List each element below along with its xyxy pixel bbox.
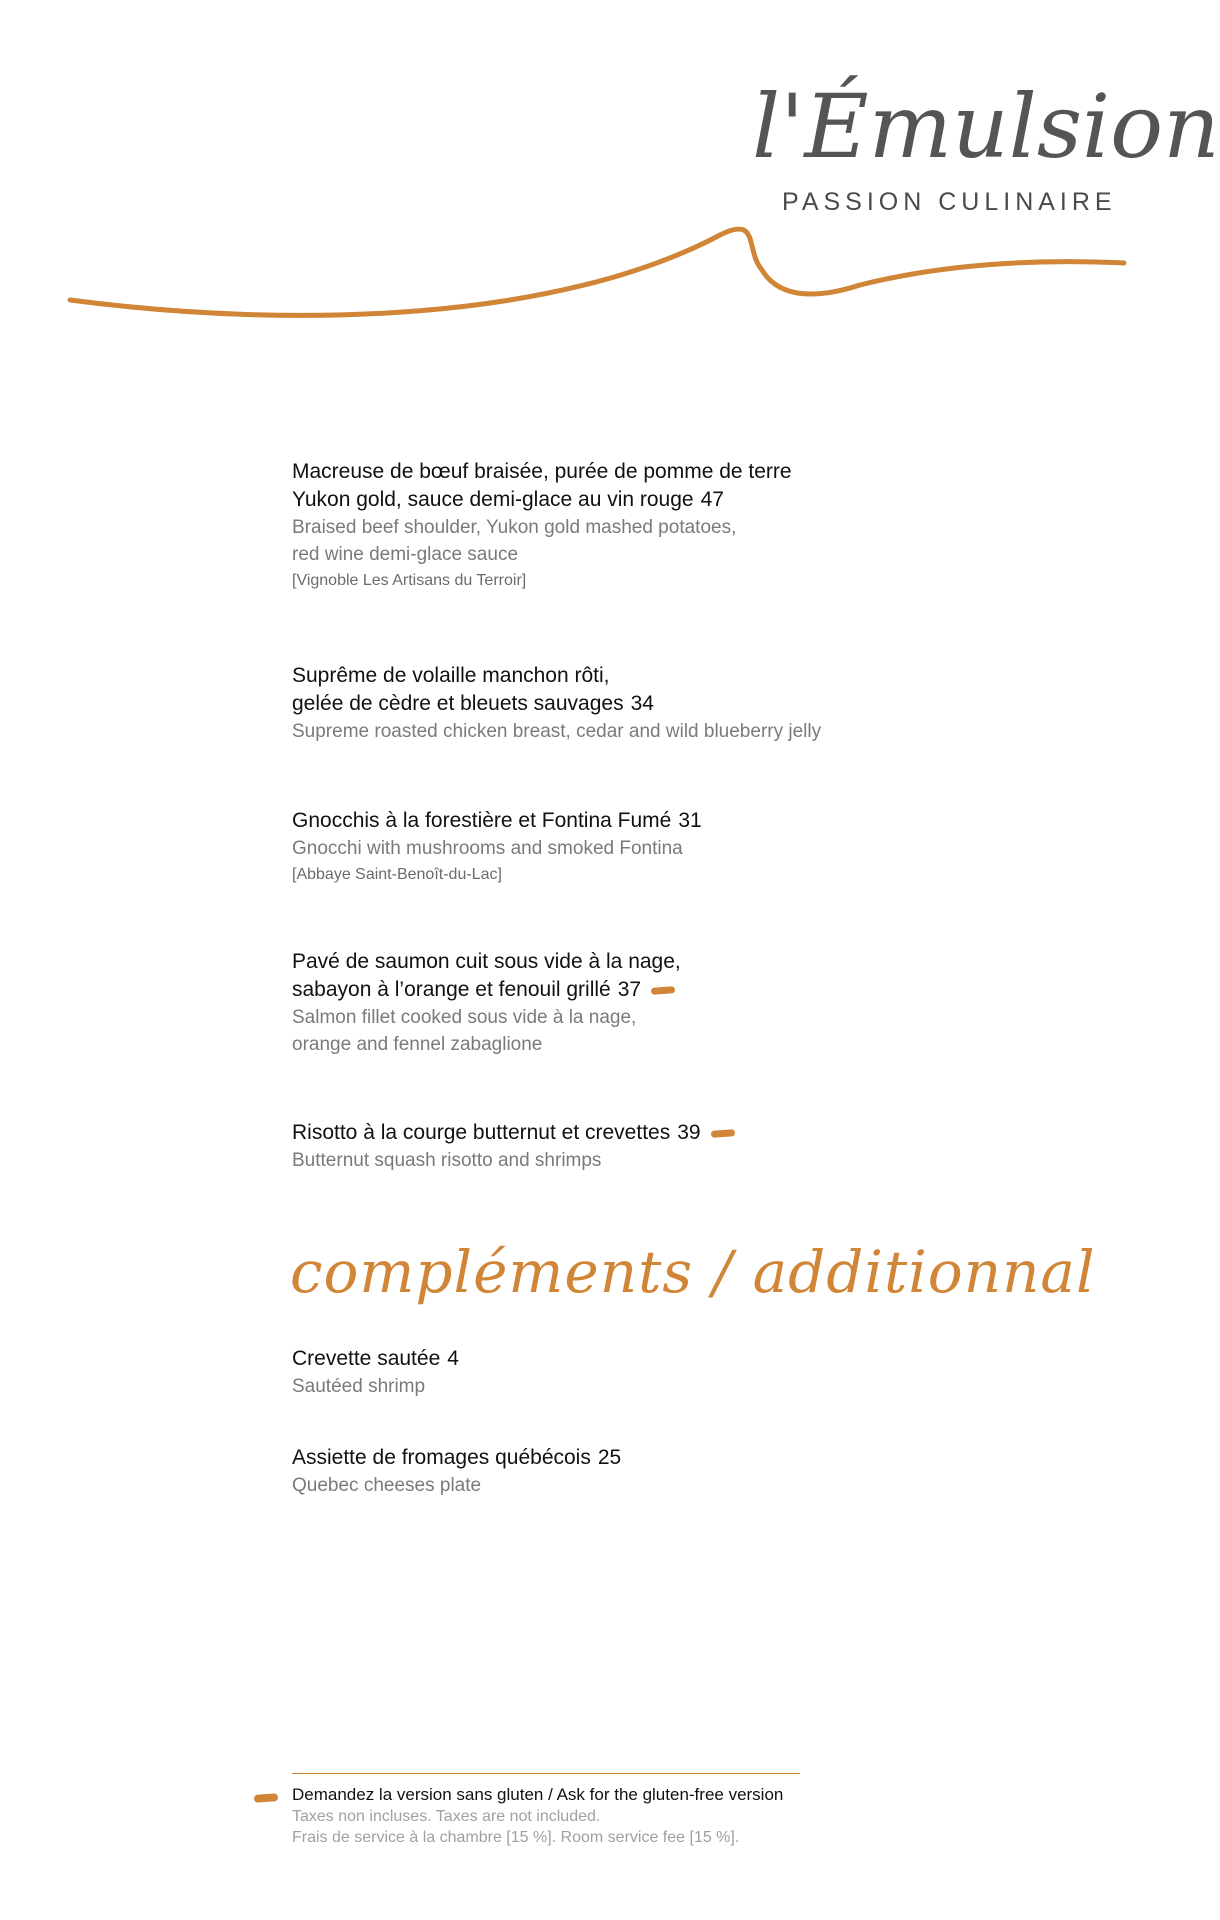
dish-name-en: [292, 514, 1112, 568]
dish-name-line: gelée de cèdre et bleuets sauvages 34: [292, 692, 654, 715]
dish-name-line: sabayon à l’orange et fenouil grillé 37: [292, 976, 1112, 1004]
taxes-note: Taxes non incluses. Taxes are not included.: [292, 1808, 601, 1825]
menu-item: [292, 458, 1112, 593]
dish-name-line: Yukon gold, sauce demi-glace au vin rouge 47: [292, 488, 724, 511]
menu-item: [292, 662, 1112, 745]
gluten-free-note: Demandez la version sans gluten / Ask for the gluten-free version: [292, 1785, 784, 1804]
producer-credit: [Vignoble Les Artisans du Terroir]: [292, 572, 527, 589]
dish-name-fr: [292, 458, 1112, 514]
dish-name-en: [292, 1147, 1112, 1174]
dish-description-line: orange and fennel zabaglione: [292, 1034, 543, 1055]
dish-name-line: Suprême de volaille manchon rôti,: [292, 664, 610, 687]
dish-description-line: red wine demi-glace sauce: [292, 544, 519, 565]
price: 4: [447, 1347, 459, 1370]
service-fee-note: Frais de service à la chambre [15 %]. Room service fee [15 %].: [292, 1829, 740, 1846]
dish-name-en: [292, 1373, 1112, 1400]
producer-credit: [Abbaye Saint-Benoît-du-Lac]: [292, 866, 502, 883]
dish-name-fr: [292, 948, 1112, 1004]
dish-description-line: Butternut squash risotto and shrimps: [292, 1150, 602, 1171]
dish-name-fr: [292, 807, 1112, 835]
decorative-wave-line: [0, 210, 1166, 330]
dish-name-line: Assiette de fromages québécois 25: [292, 1446, 622, 1469]
dish-description-line: Gnocchi with mushrooms and smoked Fontina: [292, 838, 683, 859]
menu-item: [292, 1119, 1112, 1174]
dish-description-line: Braised beef shoulder, Yukon gold mashed potatoes,: [292, 517, 737, 538]
price: 25: [597, 1446, 622, 1469]
price: 37: [617, 978, 642, 1001]
gluten-free-marker-icon: [710, 1129, 734, 1138]
dish-name-line: Gnocchis à la forestière et Fontina Fumé 31: [292, 809, 702, 832]
logo-script: l'Émulsion: [752, 75, 1220, 178]
price: 47: [700, 488, 724, 511]
dish-name-line: Macreuse de bœuf braisée, purée de pomme de terre: [292, 460, 792, 483]
menu-item: [292, 948, 1112, 1058]
gluten-free-marker-icon: [254, 1793, 278, 1803]
dish-name-fr: [292, 1345, 1112, 1373]
dish-name-line: Risotto à la courge butternut et crevettes 39: [292, 1119, 1112, 1147]
section-title: compléments / additionnal: [290, 1238, 1096, 1306]
menu-item: [292, 807, 1112, 887]
dish-name-en: [292, 1004, 1112, 1058]
dish-name-line: Crevette sautée 4: [292, 1347, 459, 1370]
dish-description-line: Sautéed shrimp: [292, 1376, 426, 1397]
dish-name-fr: [292, 1119, 1112, 1147]
dish-name-line: Pavé de saumon cuit sous vide à la nage,: [292, 950, 681, 973]
dish-name-fr: [292, 1444, 1112, 1472]
dish-description-line: Supreme roasted chicken breast, cedar and wild blueberry jelly: [292, 721, 822, 742]
dish-description-line: Quebec cheeses plate: [292, 1475, 482, 1496]
logo-tagline: PASSION CULINAIRE: [782, 188, 1117, 216]
price: 31: [678, 809, 702, 832]
footer-divider: [292, 1773, 800, 1774]
price: 34: [630, 692, 654, 715]
dish-name-en: [292, 718, 1112, 745]
dish-name-fr: [292, 662, 1112, 718]
gluten-free-marker-icon: [651, 986, 675, 995]
dish-description-line: Salmon fillet cooked sous vide à la nage,: [292, 1007, 637, 1028]
dish-name-en: [292, 1472, 1112, 1499]
menu-item: [292, 1345, 1112, 1400]
menu-item: [292, 1444, 1112, 1499]
price: 39: [677, 1121, 701, 1144]
dish-name-en: [292, 835, 1112, 862]
